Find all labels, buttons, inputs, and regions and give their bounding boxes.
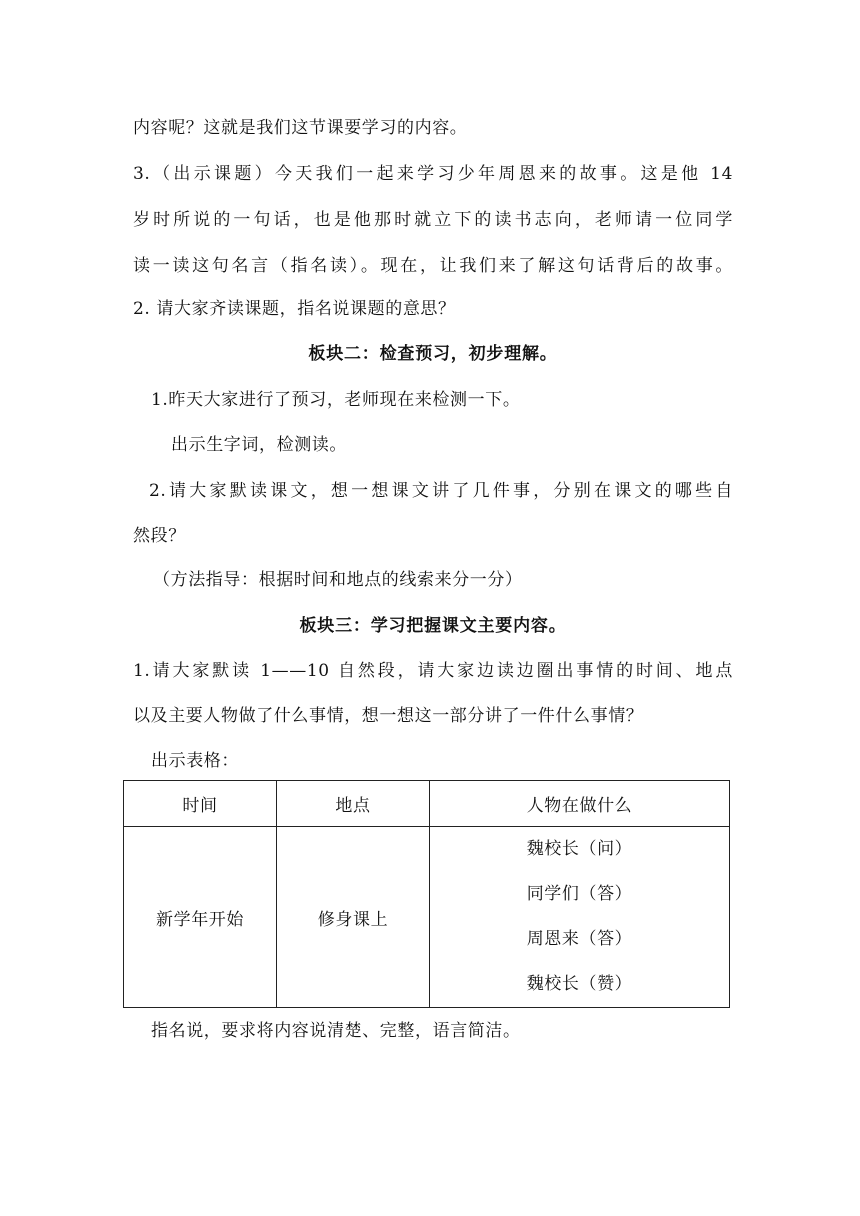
table-header-cell: 人物在做什么 bbox=[430, 781, 730, 827]
action-item: 魏校长（问） bbox=[526, 839, 633, 859]
action-item: 周恩来（答） bbox=[526, 929, 633, 949]
action-item: 魏校长（赞） bbox=[526, 974, 633, 994]
method-note: （方法指导：根据时间和地点的线索来分一分） bbox=[153, 570, 523, 590]
paragraph-line: 读一读这句名言（指名读）。现在，让我们来了解这句话背后的故事。 bbox=[133, 256, 733, 276]
list-item-sub: 出示表格： bbox=[151, 751, 239, 771]
paragraph-line: 3.（出示课题）今天我们一起来学习少年周恩来的故事。这是他 14 bbox=[133, 164, 733, 184]
action-item: 同学们（答） bbox=[526, 884, 633, 904]
paragraph-line: 2. 请大家齐读课题，指名说课题的意思？ bbox=[133, 299, 456, 319]
paragraph-line: 岁时所说的一句话，也是他那时就立下的读书志向，老师请一位同学 bbox=[133, 210, 733, 230]
event-table bbox=[123, 780, 730, 1008]
section-heading: 板块二：检查预习，初步理解。 bbox=[308, 344, 558, 364]
table-row bbox=[124, 827, 730, 1008]
list-item: 然段？ bbox=[133, 526, 186, 546]
table-cell-actions bbox=[430, 827, 730, 1008]
list-item: 1.请大家默读 1——10 自然段，请大家边读边圈出事情的时间、地点 bbox=[133, 661, 733, 681]
table-header-cell: 时间 bbox=[124, 781, 277, 827]
list-item-sub: 出示生字词，检测读。 bbox=[171, 435, 347, 455]
table-header-cell: 地点 bbox=[277, 781, 430, 827]
table-cell-place: 修身课上 bbox=[277, 827, 430, 1008]
list-item: 2.请大家默读课文，想一想课文讲了几件事，分别在课文的哪些自 bbox=[149, 481, 733, 501]
list-item: 1.昨天大家进行了预习，老师现在来检测一下。 bbox=[151, 390, 521, 410]
table-cell-time: 新学年开始 bbox=[124, 827, 277, 1008]
table-header-row bbox=[124, 781, 730, 827]
closing-note: 指名说，要求将内容说清楚、完整，语言简洁。 bbox=[151, 1021, 521, 1041]
section-heading: 板块三：学习把握课文主要内容。 bbox=[299, 616, 567, 636]
list-item: 以及主要人物做了什么事情，想一想这一部分讲了一件什么事情？ bbox=[133, 706, 644, 726]
paragraph-line: 内容呢？这就是我们这节课要学习的内容。 bbox=[133, 118, 468, 138]
